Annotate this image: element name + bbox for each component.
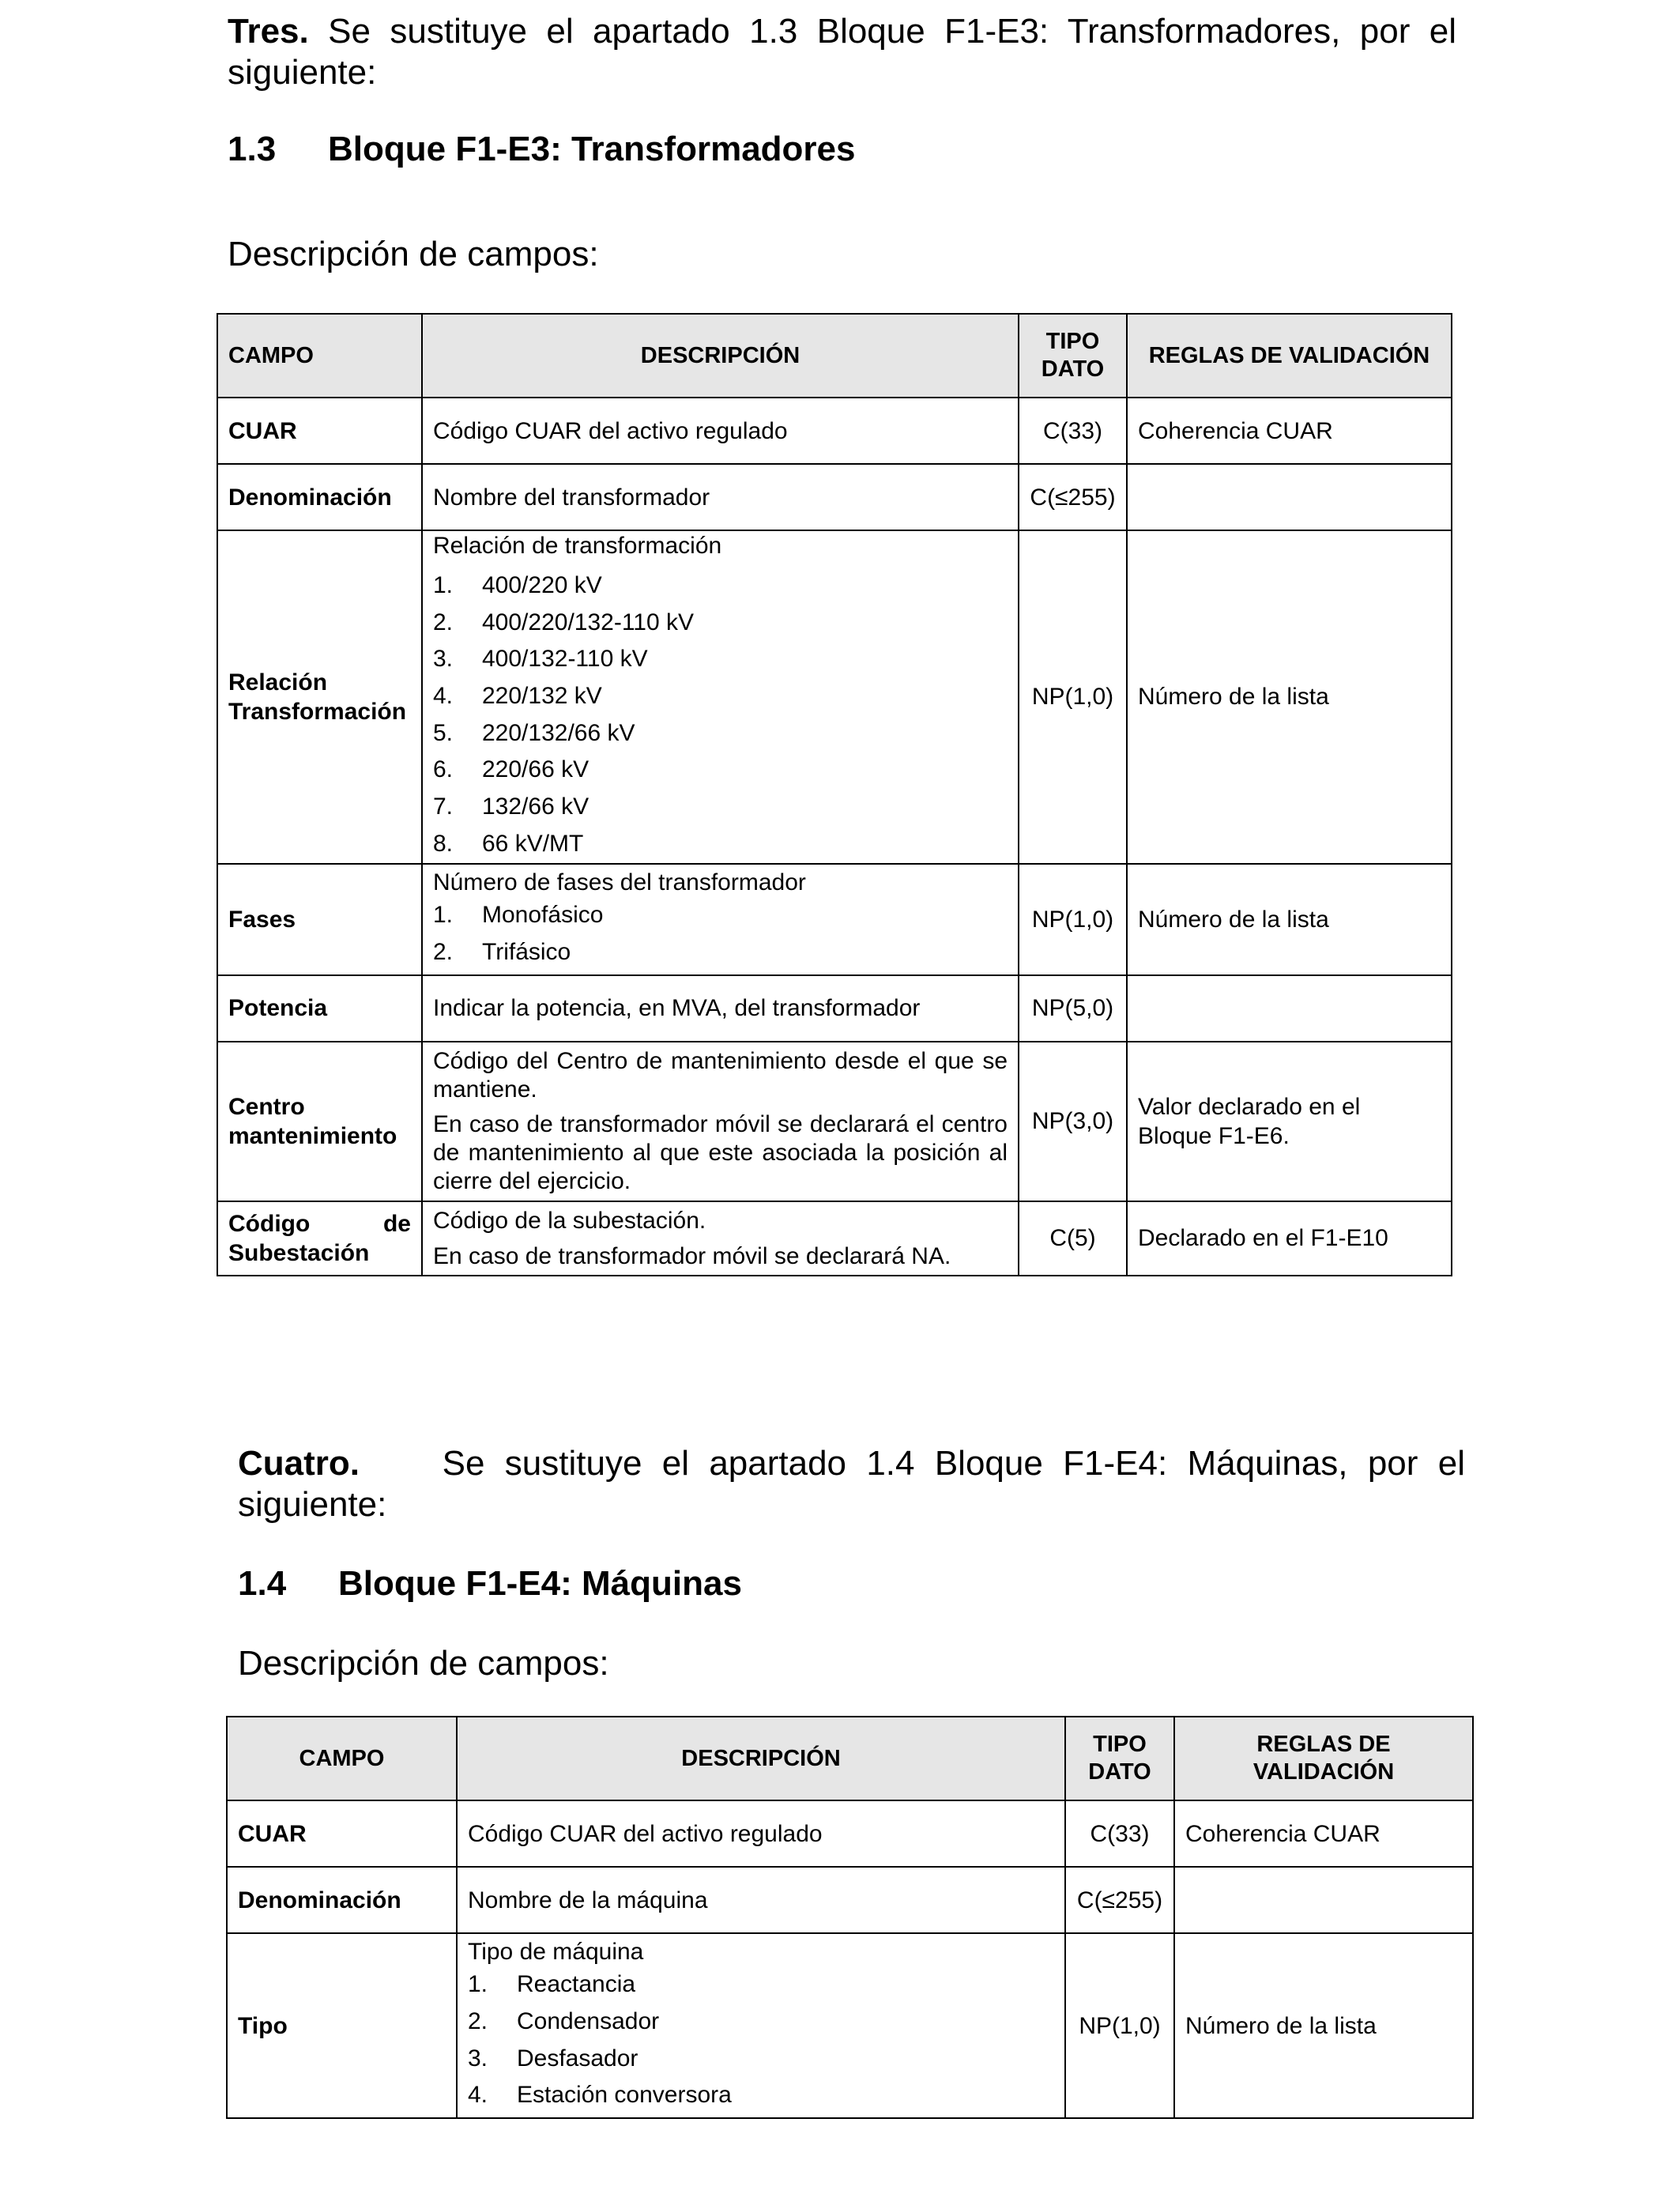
section3-intro-continuation: siguiente:: [228, 53, 377, 92]
row-tipo-reglas: Número de la lista: [1174, 1933, 1473, 2118]
table-row: [217, 1201, 1452, 1276]
table-row: [227, 1800, 1473, 1867]
row-tipo-tipo: NP(1,0): [1065, 1933, 1174, 2118]
row-relacion-descripcion: [422, 530, 1019, 864]
section3-subheading: Descripción de campos:: [228, 235, 599, 273]
section3-heading-title: Bloque F1-E3: Transformadores: [328, 130, 856, 168]
list-item-label: Monofásico: [482, 901, 604, 928]
list-item-label: Condensador: [517, 2007, 660, 2034]
row-denominacion-campo: Denominación: [217, 464, 422, 530]
table-row: [217, 530, 1452, 864]
row-subestacion-campo-word2: de: [382, 1210, 411, 1237]
list-item: [468, 2041, 1054, 2078]
row-centro-campo: [217, 1042, 422, 1201]
section4-intro-continuation: siguiente:: [238, 1485, 387, 1524]
list-item-number: 3.: [433, 646, 454, 673]
section3-fields-table: [217, 313, 1452, 1276]
section3-heading-number: 1.3: [228, 130, 277, 168]
row-fases-descripcion: [422, 864, 1019, 975]
row-relacion-campo: [217, 530, 422, 864]
table-row: [227, 1933, 1473, 2118]
row-centro-descripcion-p2: En caso de transformador móvil se declarará el centro de mantenimiento al que este asociada la posición al cierre del ejercicio.: [433, 1110, 1008, 1194]
section3-heading: [228, 129, 855, 170]
list-item-number: 2.: [468, 2007, 488, 2034]
row-relacion-descripcion-title: Relación de transformación: [433, 533, 722, 559]
list-item-label: 400/220 kV: [482, 572, 602, 598]
table-row: [217, 864, 1452, 975]
list-item: [433, 678, 1008, 715]
table-row: [217, 1042, 1452, 1201]
row-cuar-tipo: C(33): [1019, 398, 1127, 464]
list-item-number: 7.: [433, 794, 454, 820]
section3-intro: [228, 11, 1456, 52]
section4-heading: [238, 1563, 742, 1604]
section3-intro-label: Tres.: [228, 12, 309, 51]
row-potencia-descripcion: Indicar la potencia, en MVA, del transformador: [422, 975, 1019, 1042]
section4-fields-table: [226, 1716, 1474, 2119]
row-denominacion-descripcion: Nombre de la máquina: [457, 1867, 1065, 1933]
row-potencia-tipo: NP(5,0): [1019, 975, 1127, 1042]
list-item-number: 6.: [433, 756, 454, 783]
list-item-label: 66 kV/MT: [482, 830, 584, 857]
row-denominacion-reglas: [1127, 464, 1452, 530]
tipo-options-list: [468, 1966, 1054, 2114]
list-item-number: 5.: [433, 719, 454, 746]
list-item-number: 1.: [433, 572, 454, 598]
row-subestacion-campo: [217, 1201, 422, 1276]
row-denominacion-descripcion: Nombre del transformador: [422, 464, 1019, 530]
row-centro-reglas: [1127, 1042, 1452, 1201]
list-item-label: Desfasador: [517, 2045, 638, 2071]
list-item-label: 220/132/66 kV: [482, 719, 635, 746]
row-subestacion-descripcion: [422, 1201, 1019, 1276]
row-centro-descripcion-p1: Código del Centro de mantenimiento desde el que se mantiene.: [433, 1047, 1008, 1103]
list-item: [433, 897, 1008, 934]
list-item: [433, 826, 1008, 863]
row-relacion-campo-line1: Relación: [228, 669, 328, 696]
row-relacion-reglas: Número de la lista: [1127, 530, 1452, 864]
row-cuar-reglas: Coherencia CUAR: [1174, 1800, 1473, 1867]
section4-intro: [238, 1443, 1465, 1484]
list-item-label: Reactancia: [517, 1971, 636, 1998]
row-fases-reglas: Número de la lista: [1127, 864, 1452, 975]
section4-intro-label: Cuatro.: [238, 1444, 360, 1483]
row-fases-descripcion-title: Número de fases del transformador: [433, 869, 806, 895]
list-item: [433, 567, 1008, 605]
row-subestacion-campo-line1: [228, 1209, 411, 1238]
list-item-label: Estación conversora: [517, 2082, 732, 2109]
list-item-number: 4.: [433, 683, 454, 710]
row-cuar-campo: CUAR: [217, 398, 422, 464]
header-tipo-line2: DATO: [1088, 1759, 1151, 1785]
row-denominacion-campo: Denominación: [227, 1867, 457, 1933]
row-subestacion-campo-word1: Código: [228, 1210, 311, 1237]
header-tipo-dato: [1019, 314, 1127, 398]
section3-intro-text: Se sustituye el apartado 1.3 Bloque F1-E3: Transformadores, por el: [328, 12, 1456, 51]
list-item-number: 4.: [468, 2082, 488, 2109]
row-cuar-descripcion: Código CUAR del activo regulado: [457, 1800, 1065, 1867]
list-item-label: 400/132-110 kV: [482, 646, 648, 673]
table-row: [227, 1867, 1473, 1933]
table-row: [217, 464, 1452, 530]
list-item-number: 2.: [433, 609, 454, 635]
header-reglas-line1: REGLAS DE: [1256, 1732, 1391, 1757]
row-relacion-tipo: NP(1,0): [1019, 530, 1127, 864]
list-item-number: 8.: [433, 830, 454, 857]
section4-heading-number: 1.4: [238, 1564, 287, 1603]
list-item: [468, 2004, 1054, 2041]
table-row: [217, 398, 1452, 464]
list-item-number: 2.: [433, 938, 454, 965]
row-tipo-descripcion-title: Tipo de máquina: [468, 1939, 644, 1966]
header-descripcion: DESCRIPCIÓN: [457, 1717, 1065, 1800]
table-header-row: [217, 314, 1452, 398]
list-item-number: 1.: [433, 901, 454, 928]
row-denominacion-reglas: [1174, 1867, 1473, 1933]
table-header-row: [227, 1717, 1473, 1800]
header-reglas: [1174, 1717, 1473, 1800]
list-item-number: 1.: [468, 1971, 488, 1998]
row-subestacion-reglas: Declarado en el F1-E10: [1127, 1201, 1452, 1276]
row-potencia-reglas: [1127, 975, 1452, 1042]
list-item: [468, 2077, 1054, 2114]
list-item-label: Trifásico: [482, 938, 571, 965]
row-relacion-campo-line2: Transformación: [228, 698, 407, 725]
row-fases-tipo: NP(1,0): [1019, 864, 1127, 975]
row-denominacion-tipo: C(≤255): [1065, 1867, 1174, 1933]
header-tipo-line2: DATO: [1041, 356, 1105, 382]
row-potencia-campo: Potencia: [217, 975, 422, 1042]
header-reglas: REGLAS DE VALIDACIÓN: [1127, 314, 1452, 398]
row-centro-reglas-line1: Valor declarado en el: [1138, 1093, 1361, 1120]
header-reglas-line2: VALIDACIÓN: [1252, 1759, 1395, 1785]
row-cuar-campo: CUAR: [227, 1800, 457, 1867]
row-centro-tipo: NP(3,0): [1019, 1042, 1127, 1201]
list-item-label: 400/220/132-110 kV: [482, 609, 694, 635]
fases-options-list: [433, 897, 1008, 971]
header-tipo-line1: TIPO: [1045, 329, 1100, 354]
list-item-label: 220/66 kV: [482, 756, 590, 783]
list-item-number: 3.: [468, 2045, 488, 2071]
header-campo: CAMPO: [227, 1717, 457, 1800]
row-subestacion-tipo: C(5): [1019, 1201, 1127, 1276]
list-item: [433, 641, 1008, 678]
row-cuar-descripcion: Código CUAR del activo regulado: [422, 398, 1019, 464]
row-subestacion-campo-line2: Subestación: [228, 1239, 370, 1266]
list-item: [433, 715, 1008, 752]
row-tipo-descripcion: [457, 1933, 1065, 2118]
list-item: [433, 752, 1008, 789]
header-tipo-line1: TIPO: [1093, 1732, 1147, 1757]
row-cuar-tipo: C(33): [1065, 1800, 1174, 1867]
header-descripcion: DESCRIPCIÓN: [422, 314, 1019, 398]
row-subestacion-descripcion-p1: Código de la subestación.: [433, 1207, 706, 1234]
row-tipo-campo: Tipo: [227, 1933, 457, 2118]
header-campo: CAMPO: [217, 314, 422, 398]
row-fases-campo: Fases: [217, 864, 422, 975]
list-item: [433, 934, 1008, 971]
row-cuar-reglas: Coherencia CUAR: [1127, 398, 1452, 464]
list-item: [433, 789, 1008, 826]
list-item: [433, 605, 1008, 642]
list-item: [468, 1966, 1054, 2004]
table-row: [217, 975, 1452, 1042]
section4-subheading: Descripción de campos:: [238, 1644, 609, 1683]
relacion-options-list: [433, 567, 1008, 863]
section4-intro-text: Se sustituye el apartado 1.4 Bloque F1-E4: Máquinas, por el: [442, 1444, 1465, 1483]
row-centro-reglas-line2: Bloque F1-E6.: [1138, 1122, 1290, 1149]
list-item-label: 132/66 kV: [482, 794, 590, 820]
section4-heading-title: Bloque F1-E4: Máquinas: [338, 1564, 742, 1603]
header-tipo-dato: [1065, 1717, 1174, 1800]
row-denominacion-tipo: C(≤255): [1019, 464, 1127, 530]
row-centro-descripcion: [422, 1042, 1019, 1201]
row-subestacion-descripcion-p2: En caso de transformador móvil se declarará NA.: [433, 1242, 951, 1269]
row-centro-campo-line2: mantenimiento: [228, 1122, 397, 1149]
list-item-label: 220/132 kV: [482, 683, 602, 710]
row-centro-campo-line1: Centro: [228, 1093, 305, 1120]
